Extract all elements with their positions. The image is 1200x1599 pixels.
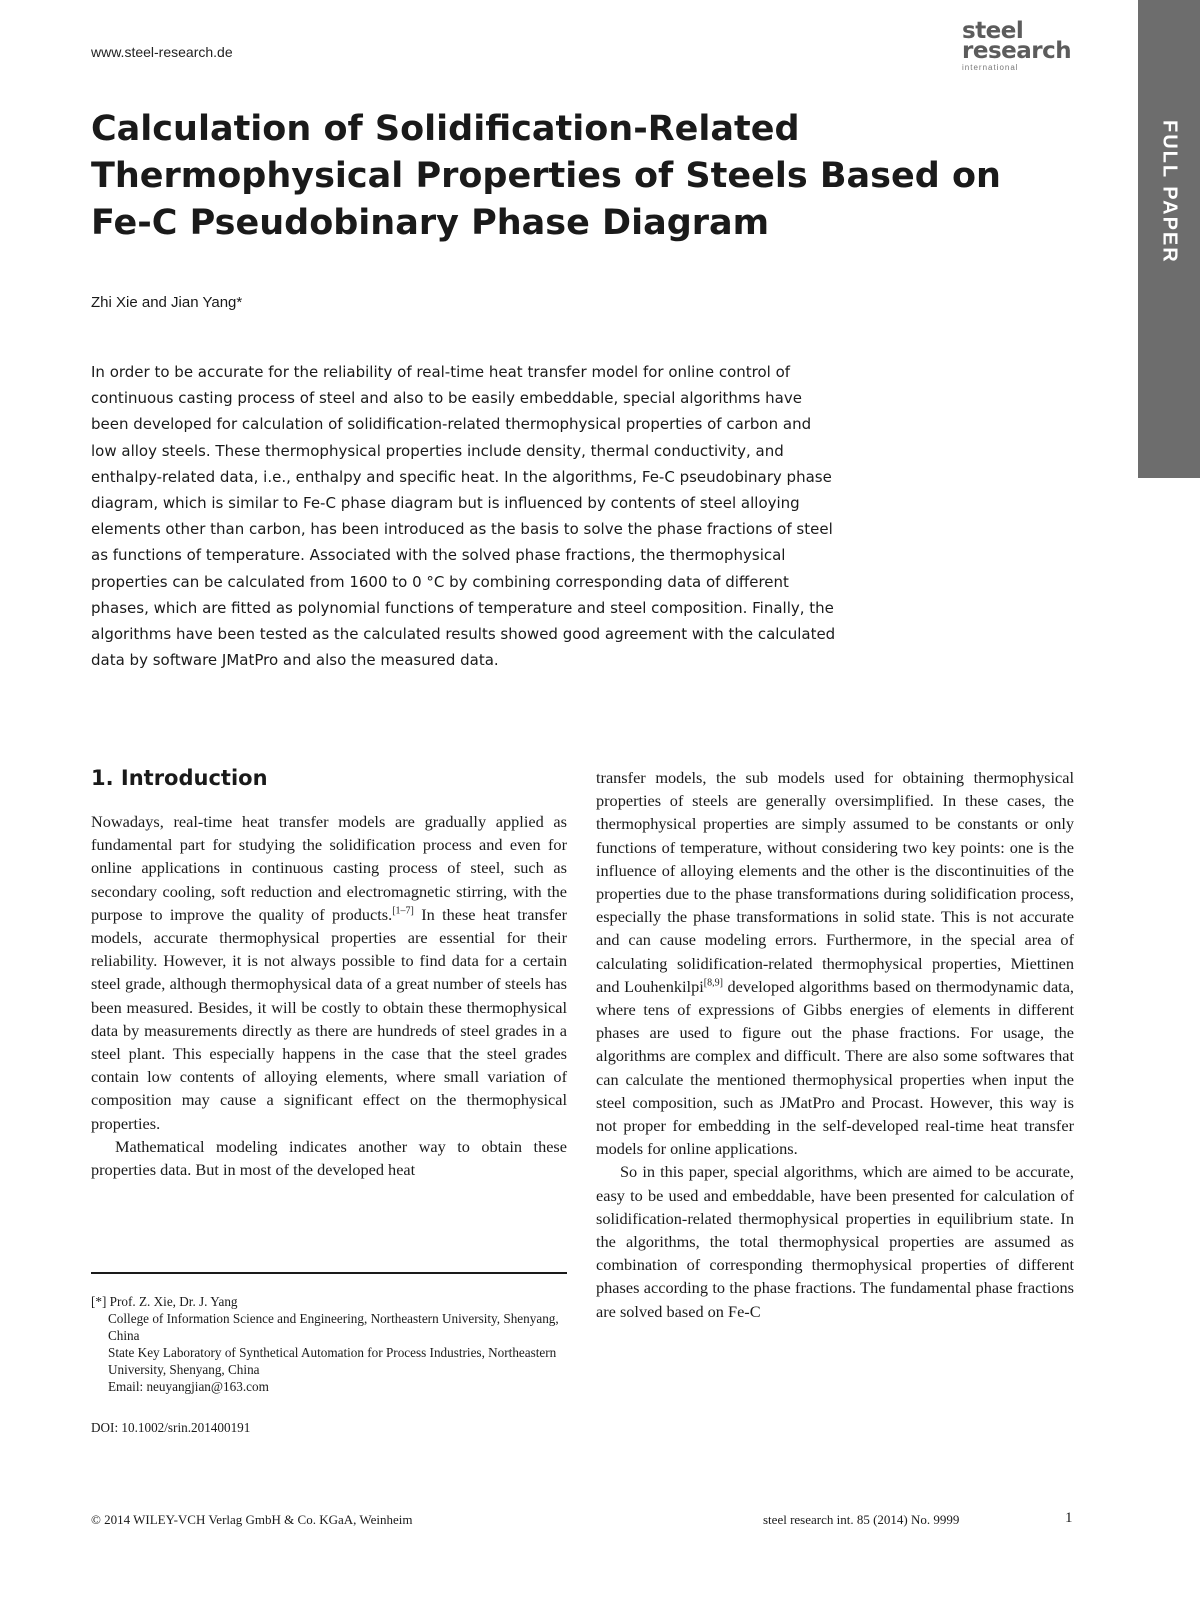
intro-p2-text-b: developed algorithms based on thermodynamic data, where tens of expressions of Gibbs energies of elements in different phases are used to figure out the phase fractions. For usage, the algorithms are complex and difficult. There are also some softwares that can calculate the mentioned thermophysical properties when input the steel composition, such as JMatPro and Procast. However, this way is not proper for embedding in the self-developed real-time heat transfer models for online applications. bbox=[596, 976, 1074, 1159]
intro-p2-text-a: transfer models, the sub models used for obtaining thermophysical properties of steels are generally oversimplified. In these cases, the thermophysical properties are simply assumed to be constants or only functions of temperature, without considering two key points: one is the influence of alloying elements and the other is the discontinuities of the properties due to the phase transformations during solidification process, especially the phase transformations in solid state. This is not accurate and can cause modeling errors. Furthermore, in the special area of calculating solidification-related thermophysical properties, Miettinen and Louhenkilpi bbox=[596, 768, 1074, 996]
intro-paragraph-2: Mathematical modeling indicates another way to obtain these properties data. But in most of the developed heat bbox=[91, 1136, 567, 1180]
intro-p1-text-a: Nowadays, real-time heat transfer models are gradually applied as fundamental part for studying the solidification process and even for online applications in continuous casting process of steel, such as secondary cooling, soft reduction and electromagnetic stirring, with the purpose to improve the quality of products. bbox=[91, 812, 567, 924]
logo-line3: international bbox=[962, 63, 1019, 72]
intro-paragraph-2-continued bbox=[596, 766, 1074, 1160]
citation-ref[interactable]: [1–7] bbox=[392, 905, 414, 917]
left-column bbox=[91, 764, 567, 1181]
footnote-email[interactable]: Email: neuyangjian@163.com bbox=[108, 1379, 269, 1394]
paper-title: Calculation of Solidification-Related Thermophysical Properties of Steels Based on Fe-C Pseudobinary Phase Diagram bbox=[91, 109, 1001, 243]
footnote-affiliation-2: State Key Laboratory of Synthetical Automation for Process Industries, Northeastern University, Shenyang, China bbox=[108, 1345, 557, 1377]
footnote-affiliation-1: College of Information Science and Engineering, Northeastern University, Shenyang, China bbox=[108, 1311, 559, 1343]
author-footnote bbox=[91, 1293, 571, 1395]
journal-logo bbox=[962, 20, 1080, 72]
abstract: In order to be accurate for the reliability of real-time heat transfer model for online control of continuous casting process of steel and also to be easily embeddable, special algorithms have been developed for calculation of solidification-related thermophysical properties of carbon and low alloy steels. These thermophysical properties include density, thermal conductivity, and enthalpy-related data, i.e., enthalpy and specific heat. In the algorithms, Fe-C pseudobinary phase diagram, which is similar to Fe-C phase diagram but is influenced by contents of steel alloying elements other than carbon, has been introduced as the basis to solve the phase fractions of steel as functions of temperature. Associated with the solved phase fractions, the thermophysical properties can be calculated from 1600 to 0 °C by combining corresponding data of different phases, which are fitted as polynomial functions of temperature and steel composition. Finally, the algorithms have been tested as the calculated results showed good agreement with the calculated data by software JMatPro and also the measured data. bbox=[91, 363, 836, 670]
full-paper-tab bbox=[1138, 0, 1200, 478]
citation-ref[interactable]: [8,9] bbox=[703, 977, 723, 989]
journal-reference: steel research int. 85 (2014) No. 9999 bbox=[763, 1512, 960, 1527]
full-paper-label: FULL PAPER bbox=[1158, 120, 1181, 264]
logo-line2: research bbox=[962, 38, 1072, 64]
footnote-divider bbox=[91, 1272, 567, 1274]
intro-p1-text-b: In these heat transfer models, accurate thermophysical properties are essential for their reliability. However, it is not always possible to find data for a certain steel grade, although thermophysical data of a great number of steels has been measured. Besides, it will be costly to obtain these thermophysical data by measurements directly as there are hundreds of steel grades in a steel plant. This especially happens in the case that the steel grades contain low contents of alloying elements, where small variation of composition may cause a significant effect on the thermophysical properties. bbox=[91, 904, 568, 1133]
doi[interactable]: DOI: 10.1002/srin.201400191 bbox=[91, 1420, 251, 1435]
section-heading: 1. Introduction bbox=[91, 766, 268, 790]
authors: Zhi Xie and Jian Yang* bbox=[91, 294, 243, 311]
intro-paragraph-1 bbox=[91, 810, 567, 1135]
page-number: 1 bbox=[1065, 1510, 1073, 1526]
logo-line1: steel bbox=[962, 18, 1024, 44]
journal-url[interactable]: www.steel-research.de bbox=[91, 44, 233, 60]
footnote-authors: [*] Prof. Z. Xie, Dr. J. Yang bbox=[91, 1294, 238, 1309]
right-column bbox=[596, 766, 1074, 1323]
intro-paragraph-3: So in this paper, special algorithms, which are aimed to be accurate, easy to be used and embeddable, have been presented for calculation of solidification-related thermophysical properties in equilibrium state. In the algorithms, the total thermophysical properties are assumed as combination of corresponding thermophysical properties of different phases according to the phase fractions. The fundamental phase fractions are solved based on Fe-C bbox=[596, 1162, 1074, 1321]
copyright: © 2014 WILEY-VCH Verlag GmbH & Co. KGaA, Weinheim bbox=[91, 1512, 413, 1527]
